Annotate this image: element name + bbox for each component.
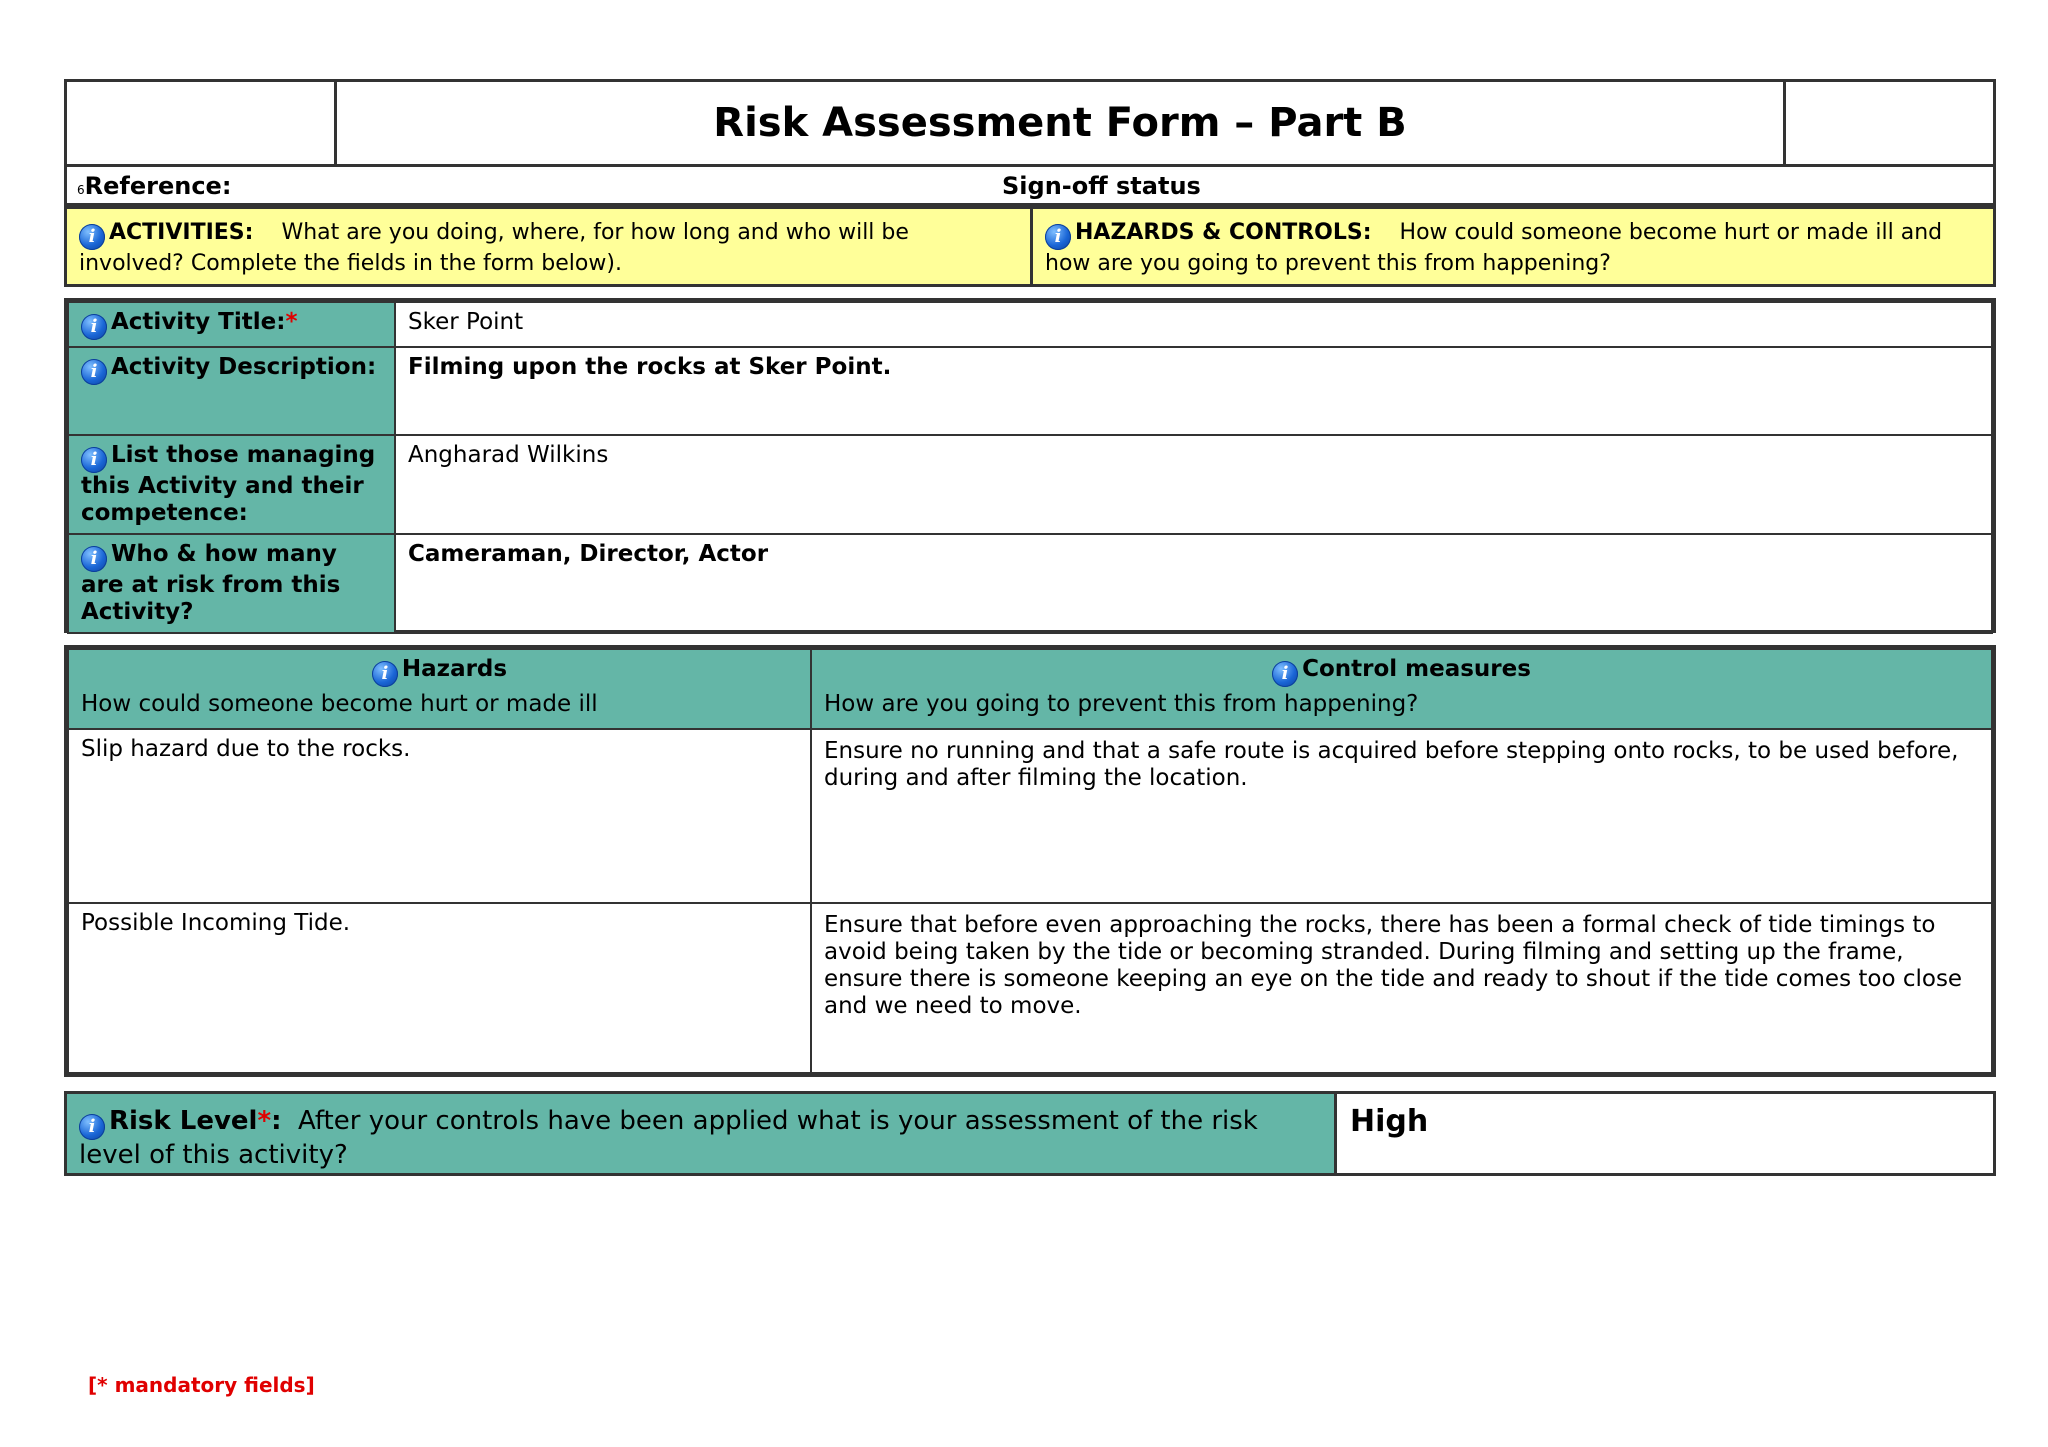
hazards-instructions (1033, 209, 1993, 284)
required-asterisk: * (257, 1106, 272, 1136)
control-field[interactable]: Ensure no running and that a safe route is acquired before stepping onto rocks, to be used before, during and after filming the location. (811, 729, 1992, 903)
info-icon[interactable]: i (81, 314, 107, 340)
activities-text: What are you doing, where, for how long and who will be involved? Complete the fields in the form below). (79, 220, 909, 276)
controls-subheader: How are you going to prevent this from happening? (824, 691, 1419, 717)
info-icon[interactable]: i (79, 1114, 105, 1140)
hazards-controls-text: How could someone become hurt or made ill and how are you going to prevent this from happening? (1045, 220, 1943, 276)
hazards-controls-label: HAZARDS & CONTROLS: (1075, 220, 1372, 245)
info-icon[interactable]: i (79, 224, 105, 250)
info-icon[interactable]: i (1045, 224, 1071, 250)
risk-level-block (64, 1091, 1996, 1176)
risk-level-question: After your controls have been applied what is your assessment of the risk level of this activity? (79, 1106, 1258, 1170)
page-marker: 6 (77, 183, 85, 197)
controls-header: Control measures (1302, 656, 1531, 682)
risk-level-label-cell (67, 1094, 1337, 1173)
hazard-field[interactable]: Possible Incoming Tide. (68, 903, 811, 1073)
mandatory-fields-note: [* mandatory fields] (88, 1373, 315, 1397)
activity-description-label: Activity Description: (111, 354, 377, 380)
info-icon[interactable]: i (81, 359, 107, 385)
hazards-controls-table (64, 645, 1996, 1077)
info-icon[interactable]: i (81, 447, 107, 473)
activities-instructions (67, 209, 1033, 284)
reference-label: Reference: (84, 172, 232, 200)
managers-field[interactable]: Angharad Wilkins (395, 435, 1992, 534)
table-row (68, 729, 1992, 903)
risk-level-value[interactable]: High (1350, 1104, 1429, 1139)
risk-level-label: Risk Level (109, 1106, 258, 1136)
info-icon[interactable]: i (372, 661, 398, 687)
required-asterisk: * (285, 309, 298, 335)
activity-title-field[interactable]: Sker Point (395, 302, 1992, 347)
activity-table (64, 298, 1996, 633)
info-icon[interactable]: i (1272, 661, 1298, 687)
hazards-header: Hazards (401, 656, 508, 682)
activity-title-label-cell (68, 302, 395, 347)
activity-description-field[interactable]: Filming upon the rocks at Sker Point. (395, 347, 1992, 435)
at-risk-label: Who & how many are at risk from this Activity? (81, 541, 341, 625)
signoff-label: Sign-off status (1002, 172, 1201, 200)
reference-row (77, 172, 231, 200)
instructions-block (64, 206, 1996, 287)
activity-title-label: Activity Title: (111, 309, 286, 335)
at-risk-field[interactable]: Cameraman, Director, Actor (395, 534, 1992, 633)
table-row (68, 903, 1992, 1073)
title-right-cell (1783, 82, 1993, 164)
risk-level-colon: : (271, 1106, 282, 1136)
managers-label: List those managing this Activity and their competence: (81, 442, 376, 526)
hazards-subheader: How could someone become hurt or made ill (81, 691, 598, 717)
activities-label: ACTIVITIES: (109, 220, 254, 245)
activity-description-label-cell (68, 347, 395, 435)
managers-label-cell (68, 435, 395, 534)
hazards-header-cell (68, 649, 811, 729)
at-risk-label-cell (68, 534, 395, 633)
title-divider (67, 164, 1993, 167)
info-icon[interactable]: i (81, 546, 107, 572)
control-field[interactable]: Ensure that before even approaching the rocks, there has been a formal check of tide timings to avoid being taken by the tide or becoming stranded. During filming and setting up the frame, ensure there is someone keeping an eye on the tide and ready to shout if the tide comes too close and we need to move. (811, 903, 1992, 1073)
controls-header-cell (811, 649, 1992, 729)
hazard-field[interactable]: Slip hazard due to the rocks. (68, 729, 811, 903)
title-block (64, 79, 1996, 206)
page-title: Risk Assessment Form – Part B (713, 100, 1407, 146)
title-left-cell (67, 82, 337, 164)
